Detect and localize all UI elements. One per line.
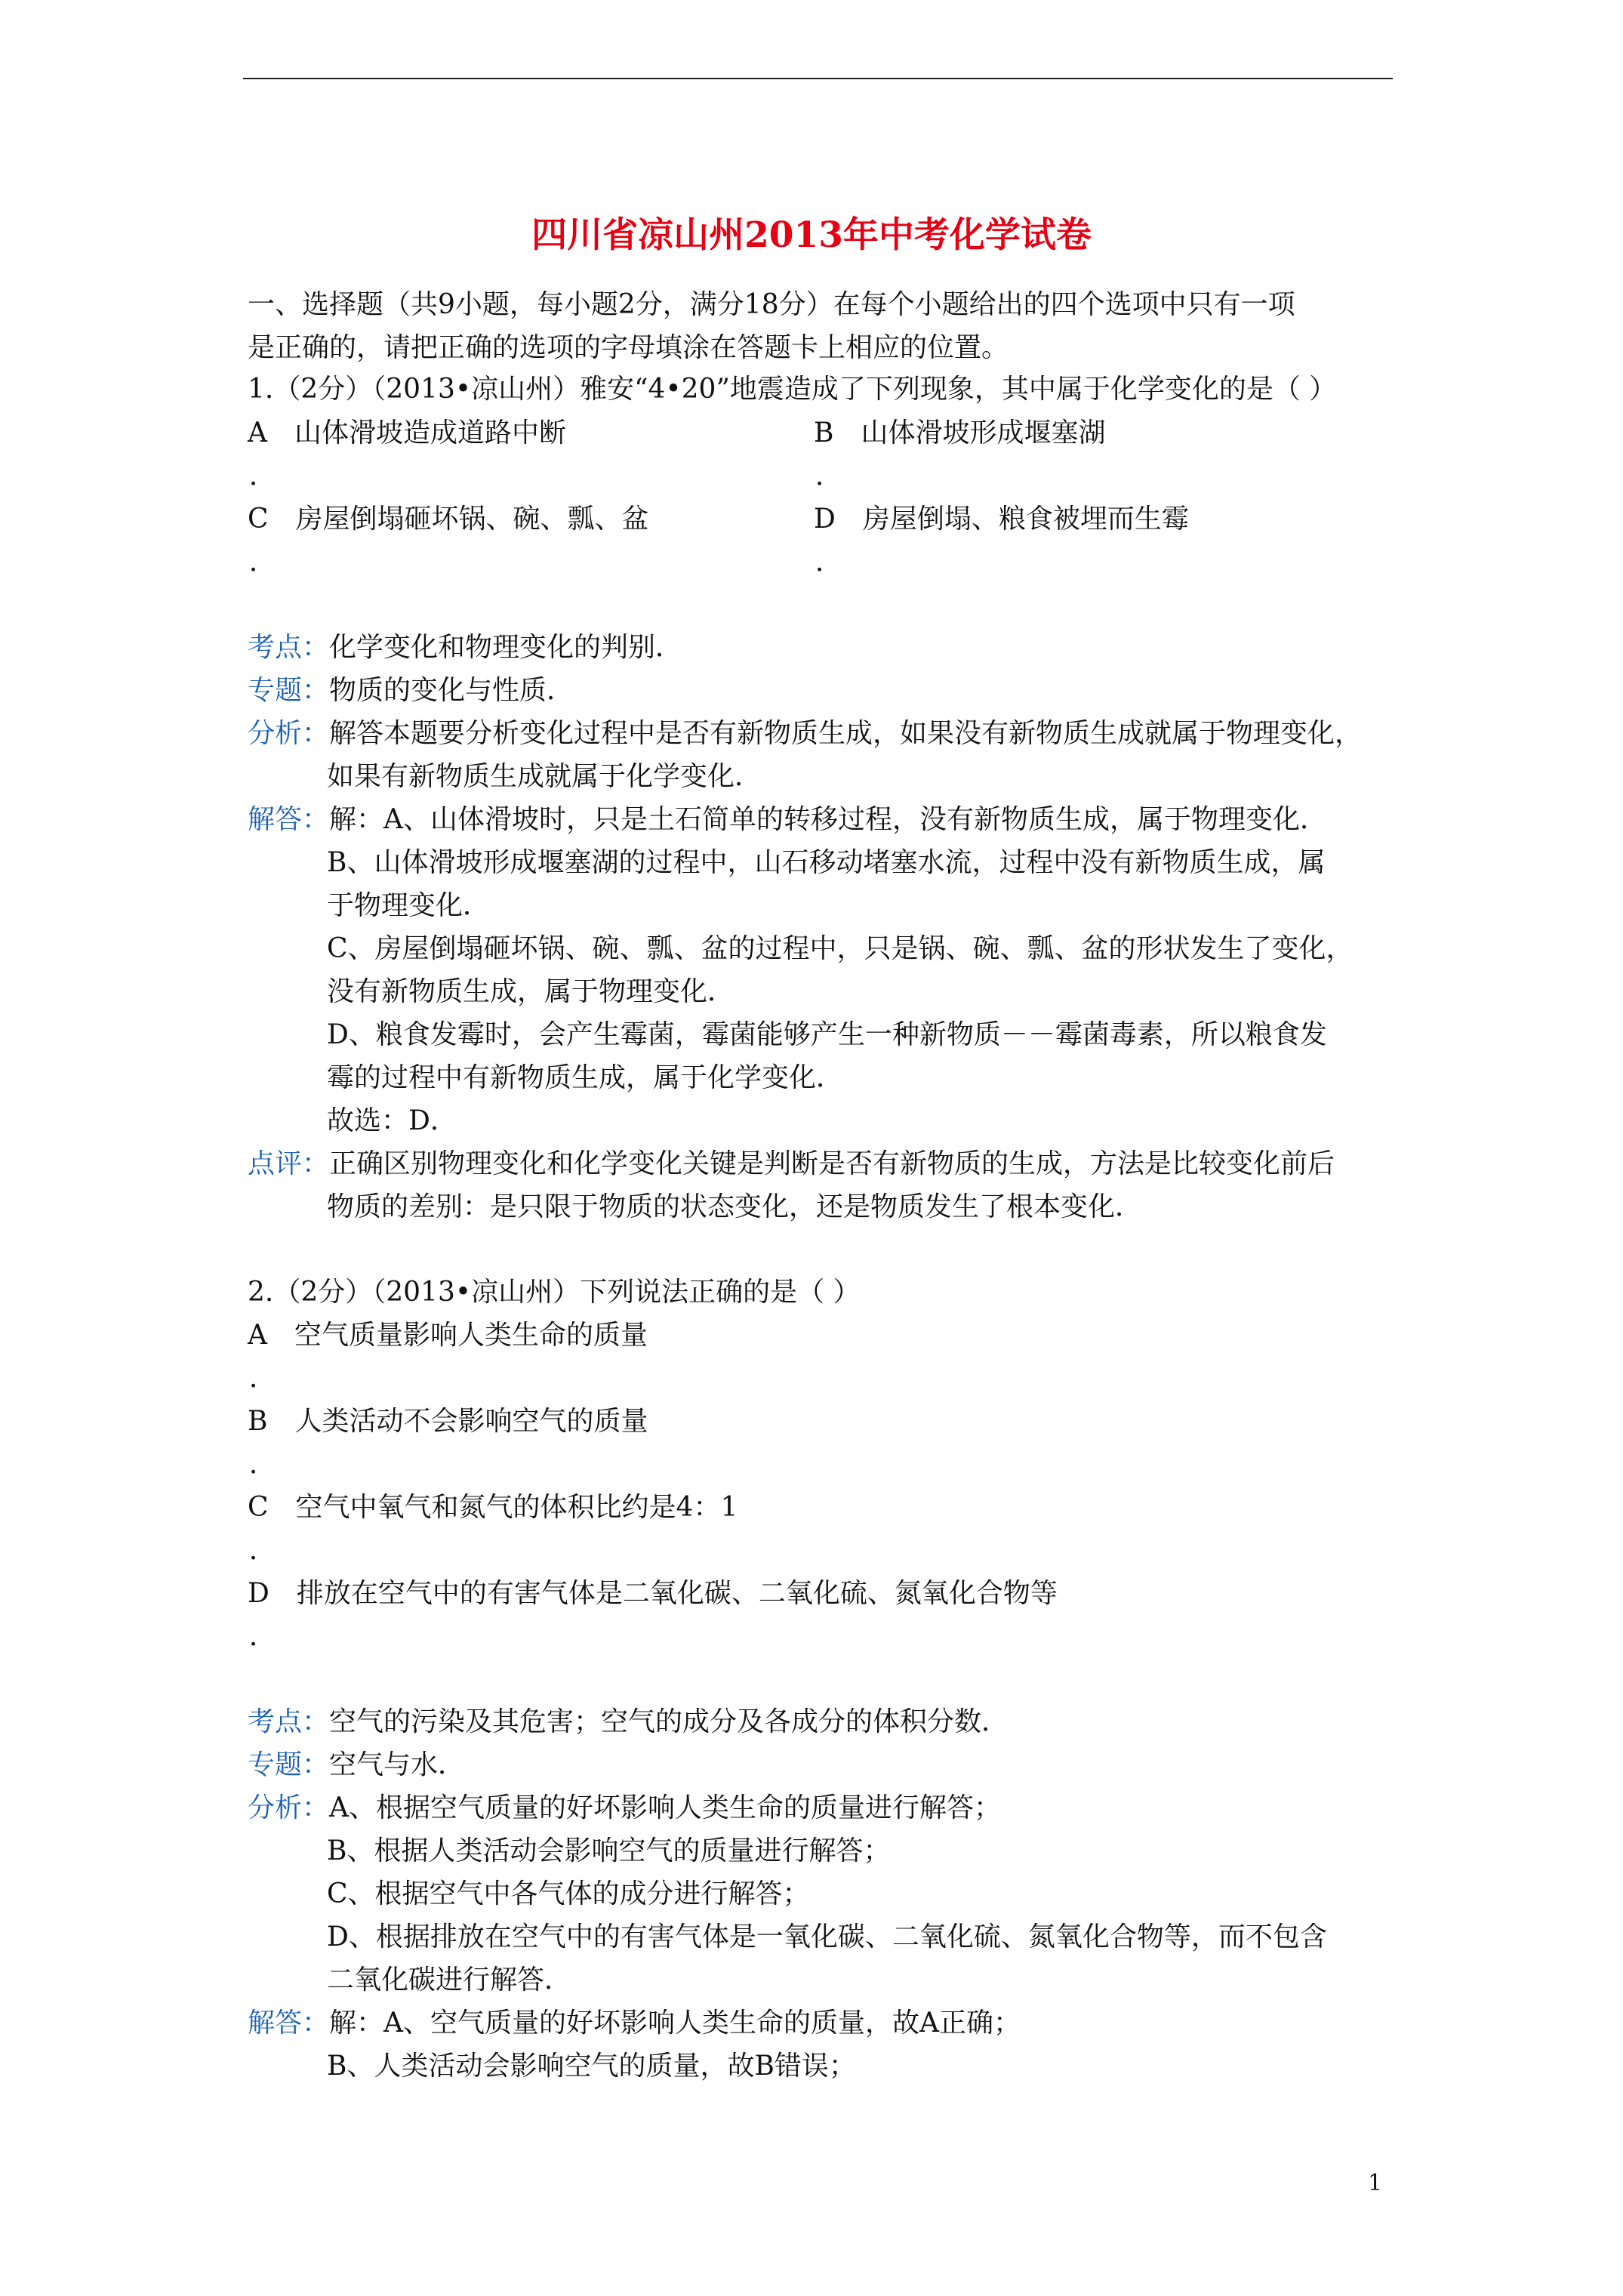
section-instruction-line2: 是正确的，请把正确的选项的字母填涂在答题卡上相应的位置。 xyxy=(248,332,1009,363)
q2-kaodian-label: 考点： xyxy=(248,1706,330,1737)
q2-fenxi-line2: B、根据人类活动会影响空气的质量进行解答； xyxy=(327,1835,891,1866)
q2-kaodian xyxy=(248,1704,1009,1740)
q2-option-a-dot: ． xyxy=(249,1363,277,1394)
q1-option-a: A 山体滑坡造成道路中断 xyxy=(248,418,566,448)
q2-zhuanti-label: 专题： xyxy=(248,1749,330,1780)
q1-fenxi-label: 分析： xyxy=(248,718,330,749)
q2-jieda-label: 解答： xyxy=(248,2008,330,2039)
q2-jieda-line1: 解：A、空气质量的好坏影响人类生命的质量，故A正确； xyxy=(329,2008,1021,2039)
q2-fenxi-line1: A、根据空气质量的好坏影响人类生命的质量进行解答； xyxy=(329,1792,1002,1823)
q1-zhuanti xyxy=(248,673,574,709)
q1-jieda xyxy=(248,802,1327,838)
q2-jieda xyxy=(248,2005,1021,2042)
q2-zhuanti xyxy=(248,1747,465,1783)
q1-zhuanti-label: 专题： xyxy=(248,675,330,706)
q2-fenxi-line4: D、根据排放在空气中的有害气体是一氧化碳、二氧化硫、氮氧化合物等，而不包含 xyxy=(327,1922,1327,1952)
q1-jieda-line6: D、粮食发霉时，会产生霉菌，霉菌能够产生一种新物质－－霉菌毒素，所以粮食发 xyxy=(327,1019,1327,1050)
q2-option-a: A 空气质量影响人类生命的质量 xyxy=(248,1320,648,1351)
q1-kaodian xyxy=(248,630,682,666)
q1-zhuanti-text: 物质的变化与性质． xyxy=(329,675,574,706)
q1-stem: 1.（2分）（2013•凉山州）雅安“4•20”地震造成了下列现象，其中属于化学变化的是（ ） xyxy=(248,374,1337,405)
q1-kaodian-label: 考点： xyxy=(248,632,330,663)
exam-title: 四川省凉山州2013年中考化学试卷 xyxy=(531,214,1092,256)
q2-zhuanti-text: 空气与水． xyxy=(329,1749,466,1780)
q2-jieda-line2: B、人类活动会影响空气的质量，故B错误； xyxy=(327,2051,856,2082)
q1-jieda-label: 解答： xyxy=(248,804,330,835)
q1-option-d-dot: ． xyxy=(815,547,843,578)
q1-kaodian-text: 化学变化和物理变化的判别． xyxy=(329,632,683,663)
q1-jieda-line4: C、房屋倒塌砸坏锅、碗、瓢、盆的过程中，只是锅、碗、瓢、盆的形状发生了变化， xyxy=(327,933,1354,964)
q2-fenxi-line5: 二氧化碳进行解答． xyxy=(327,1965,572,1996)
q2-option-b-dot: ． xyxy=(249,1449,277,1480)
section-instruction-line1: 一、选择题（共9小题，每小题2分，满分18分）在每个小题给出的四个选项中只有一项 xyxy=(248,289,1295,320)
q1-jieda-line1: 解：A、山体滑坡时，只是土石简单的转移过程，没有新物质生成，属于物理变化． xyxy=(329,804,1328,835)
q1-option-a-dot: ． xyxy=(249,461,277,492)
q1-option-b: B 山体滑坡形成堰塞湖 xyxy=(814,418,1106,448)
q1-option-c-dot: ． xyxy=(249,547,277,578)
q2-option-c-dot: ． xyxy=(249,1535,277,1566)
q1-dianping xyxy=(248,1146,1335,1182)
q2-kaodian-text: 空气的污染及其危害；空气的成分及各成分的体积分数． xyxy=(329,1706,1009,1737)
page-number: 1 xyxy=(1368,2170,1383,2196)
q1-jieda-line5: 没有新物质生成，属于物理变化． xyxy=(327,976,735,1007)
q2-option-c: C 空气中氧气和氮气的体积比约是4：1 xyxy=(248,1492,738,1523)
q2-fenxi-label: 分析： xyxy=(248,1792,330,1823)
q2-fenxi-line3: C、根据空气中各气体的成分进行解答； xyxy=(327,1878,810,1909)
q2-option-d-dot: ． xyxy=(249,1621,277,1652)
q1-dianping-label: 点评： xyxy=(248,1148,330,1179)
q1-jieda-line8: 故选：D． xyxy=(327,1105,457,1136)
q2-option-d: D 排放在空气中的有害气体是二氧化碳、二氧化硫、氮氧化合物等 xyxy=(248,1578,1058,1609)
q1-dianping-line1: 正确区别物理变化和化学变化关键是判断是否有新物质的生成，方法是比较变化前后 xyxy=(329,1148,1335,1179)
q2-fenxi xyxy=(248,1790,1001,1826)
q1-dianping-line2: 物质的差别：是只限于物质的状态变化，还是物质发生了根本变化． xyxy=(327,1191,1143,1222)
q1-fenxi-line2: 如果有新物质生成就属于化学变化． xyxy=(327,761,762,792)
header-rule xyxy=(243,78,1393,79)
q1-option-c: C 房屋倒塌砸坏锅、碗、瓢、盆 xyxy=(248,504,649,535)
q1-fenxi xyxy=(248,716,1362,752)
q1-jieda-line2: B、山体滑坡形成堰塞湖的过程中，山石移动堵塞水流，过程中没有新物质生成，属 xyxy=(327,847,1326,878)
q1-jieda-line7: 霉的过程中有新物质生成，属于化学变化． xyxy=(327,1062,844,1093)
q2-option-b: B 人类活动不会影响空气的质量 xyxy=(248,1406,648,1437)
q1-fenxi-line1: 解答本题要分析变化过程中是否有新物质生成，如果没有新物质生成就属于物理变化， xyxy=(329,718,1363,749)
q2-stem: 2.（2分）（2013•凉山州）下列说法正确的是（ ） xyxy=(248,1277,861,1308)
q1-jieda-line3: 于物理变化． xyxy=(327,890,491,921)
q1-option-d: D 房屋倒塌、粮食被埋而生霉 xyxy=(814,504,1189,535)
q1-option-b-dot: ． xyxy=(815,461,843,492)
